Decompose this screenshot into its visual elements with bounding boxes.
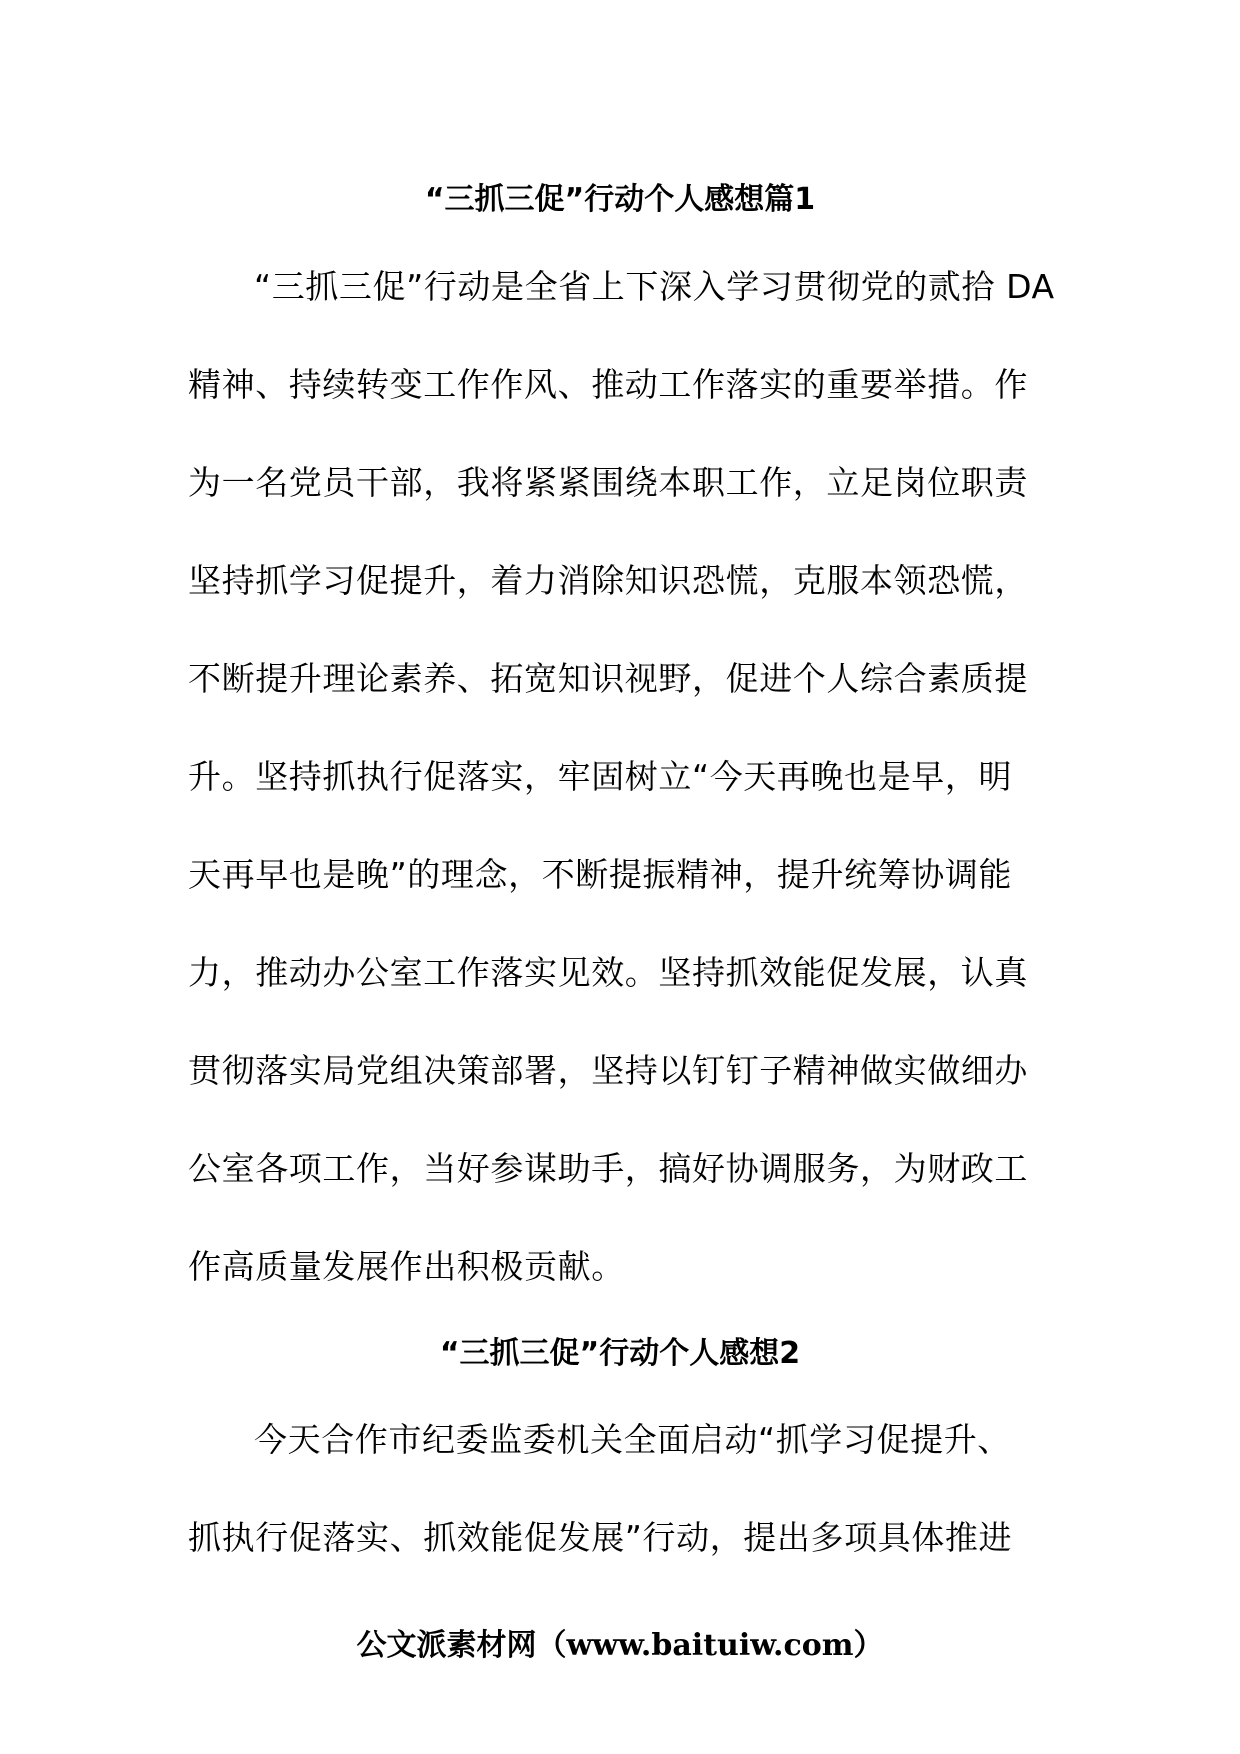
paragraph-line: 精神、持续转变工作作风、推动工作落实的重要举措。作 (188, 365, 1028, 404)
paragraph-line: 今天合作市纪委监委机关全面启动“抓学习促提升、 (254, 1420, 1011, 1459)
section-1-paragraph (188, 238, 1060, 1286)
section-2-paragraph (188, 1391, 1060, 1587)
paragraph-line: 不断提升理论素养、拓宽知识视野，促进个人综合素质提 (188, 659, 1028, 698)
paragraph-line: 坚持抓学习促提升，着力消除知识恐慌，克服本领恐慌， (188, 561, 1028, 600)
section-2-title: “三抓三促”行动个人感想2 (439, 1336, 801, 1371)
paragraph-line: “三抓三促”行动是全省上下深入学习贯彻党的贰拾 DA (254, 267, 1055, 306)
paragraph-line: 抓执行促落实、抓效能促发展”行动，提出多项具体推进 (188, 1518, 1013, 1557)
footer-watermark: 公文派素材网（www.baituiw.com） (356, 1628, 884, 1663)
paragraph-line: 力，推动办公室工作落实见效。坚持抓效能促发展，认真 (188, 953, 1028, 992)
paragraph-line: 天再早也是晚”的理念，不断提振精神，提升统筹协调能 (188, 855, 1013, 894)
paragraph-line: 升。坚持抓执行促落实，牢固树立“今天再晚也是早，明 (188, 757, 1013, 796)
paragraph-line: 为一名党员干部，我将紧紧围绕本职工作，立足岗位职责 (188, 463, 1028, 502)
paragraph-line: 作高质量发展作出积极贡献。 (188, 1247, 625, 1286)
section-1-title: “三抓三促”行动个人感想篇1 (424, 182, 816, 217)
paragraph-line: 贯彻落实局党组决策部署，坚持以钉钉子精神做实做细办 (188, 1051, 1028, 1090)
paragraph-line: 公室各项工作，当好参谋助手，搞好协调服务，为财政工 (188, 1149, 1028, 1188)
